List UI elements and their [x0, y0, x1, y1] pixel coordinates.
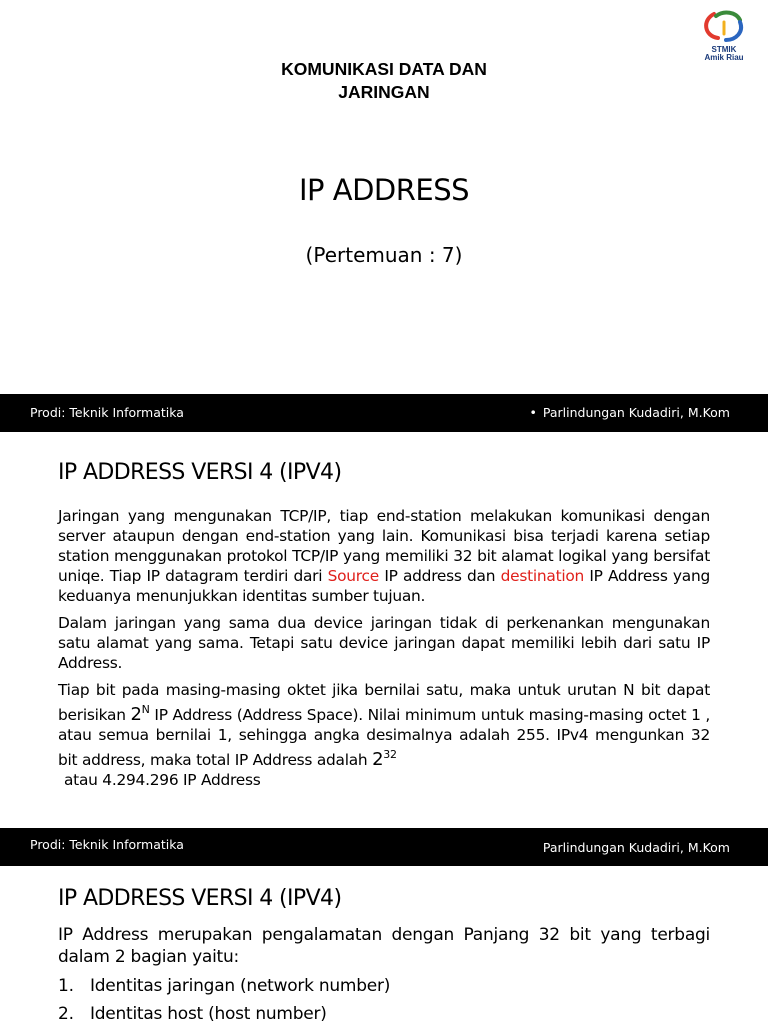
- meeting-number: (Pertemuan : 7): [305, 243, 463, 267]
- highlight-source: Source: [327, 567, 379, 585]
- footer-author: • Parlindungan Kudadiri, M.Kom: [529, 405, 730, 420]
- highlight-destination: destination: [500, 567, 585, 585]
- slide-heading: IP ADDRESS VERSI 4 (IPV4): [58, 886, 342, 911]
- power-expression-32: $2^{32}$: [372, 748, 397, 770]
- slide-footer: [0, 828, 768, 866]
- paragraph-3: Tiap bit pada masing-masing oktet jika bernilai satu, maka untuk urutan N bit dapat berisikan $2^N$ IP Address (Address Space). Nilai minimum untuk masing-masing octet 1 , atau semua bernilai 1, sehingga angka desimalnya adalah 255. IPv4 mengunkan 32 bit address, maka total IP Address adalah $2^{32}$ atau 4.294.296 IP Address: [58, 681, 710, 789]
- slide-heading: IP ADDRESS VERSI 4 (IPV4): [58, 460, 342, 485]
- list-item: 2. Identitas host (host number): [58, 1004, 327, 1024]
- footer-program: Prodi: Teknik Informatika: [30, 405, 184, 420]
- footer-program: Prodi: Teknik Informatika: [30, 837, 184, 852]
- ipv4-structure-slide: [0, 866, 768, 1024]
- ipv4-slide: [0, 432, 768, 826]
- slide-body: [58, 924, 710, 1024]
- slide-footer: [0, 394, 768, 432]
- power-expression: $2^N$: [130, 703, 150, 725]
- stmik-logo: [694, 8, 754, 72]
- logo-text: STMIK Amik Riau: [704, 45, 744, 62]
- paragraph-2: Dalam jaringan yang sama dua device jaringan tidak di perkenankan mengunakan satu alamat yang sama. Tetapi satu device jaringan dapat memiliki lebih dari satu IP Address.: [58, 614, 710, 672]
- paragraph-1: Jaringan yang mengunakan TCP/IP, tiap end-station melakukan komunikasi dengan server ataupun dengan end-station yang lain. Komunikasi bisa terjadi karena setiap station menggunakan protokol TCP/IP yang memiliki 32 bit alamat logikal yang bersifat uniqe. Tiap IP datagram terdiri dari Source IP address dan destination IP Address yang keduanya menunjukkan identitas sumber tujuan.: [58, 507, 710, 605]
- footer-author: Parlindungan Kudadiri, M.Kom: [542, 840, 730, 855]
- logo-mark-icon: [694, 8, 754, 48]
- title-slide: [0, 0, 768, 394]
- bullet-icon: •: [529, 405, 537, 420]
- course-title: KOMUNIKASI DATA DAN JARINGAN: [281, 59, 487, 102]
- parts-list: [58, 975, 710, 1024]
- page-title: IP ADDRESS: [298, 173, 470, 207]
- slide-body: [58, 506, 710, 797]
- intro-paragraph: IP Address merupakan pengalamatan dengan Panjang 32 bit yang terbagi dalam 2 bagian yaitu:: [58, 925, 710, 967]
- list-item: 1. Identitas jaringan (network number): [58, 976, 391, 996]
